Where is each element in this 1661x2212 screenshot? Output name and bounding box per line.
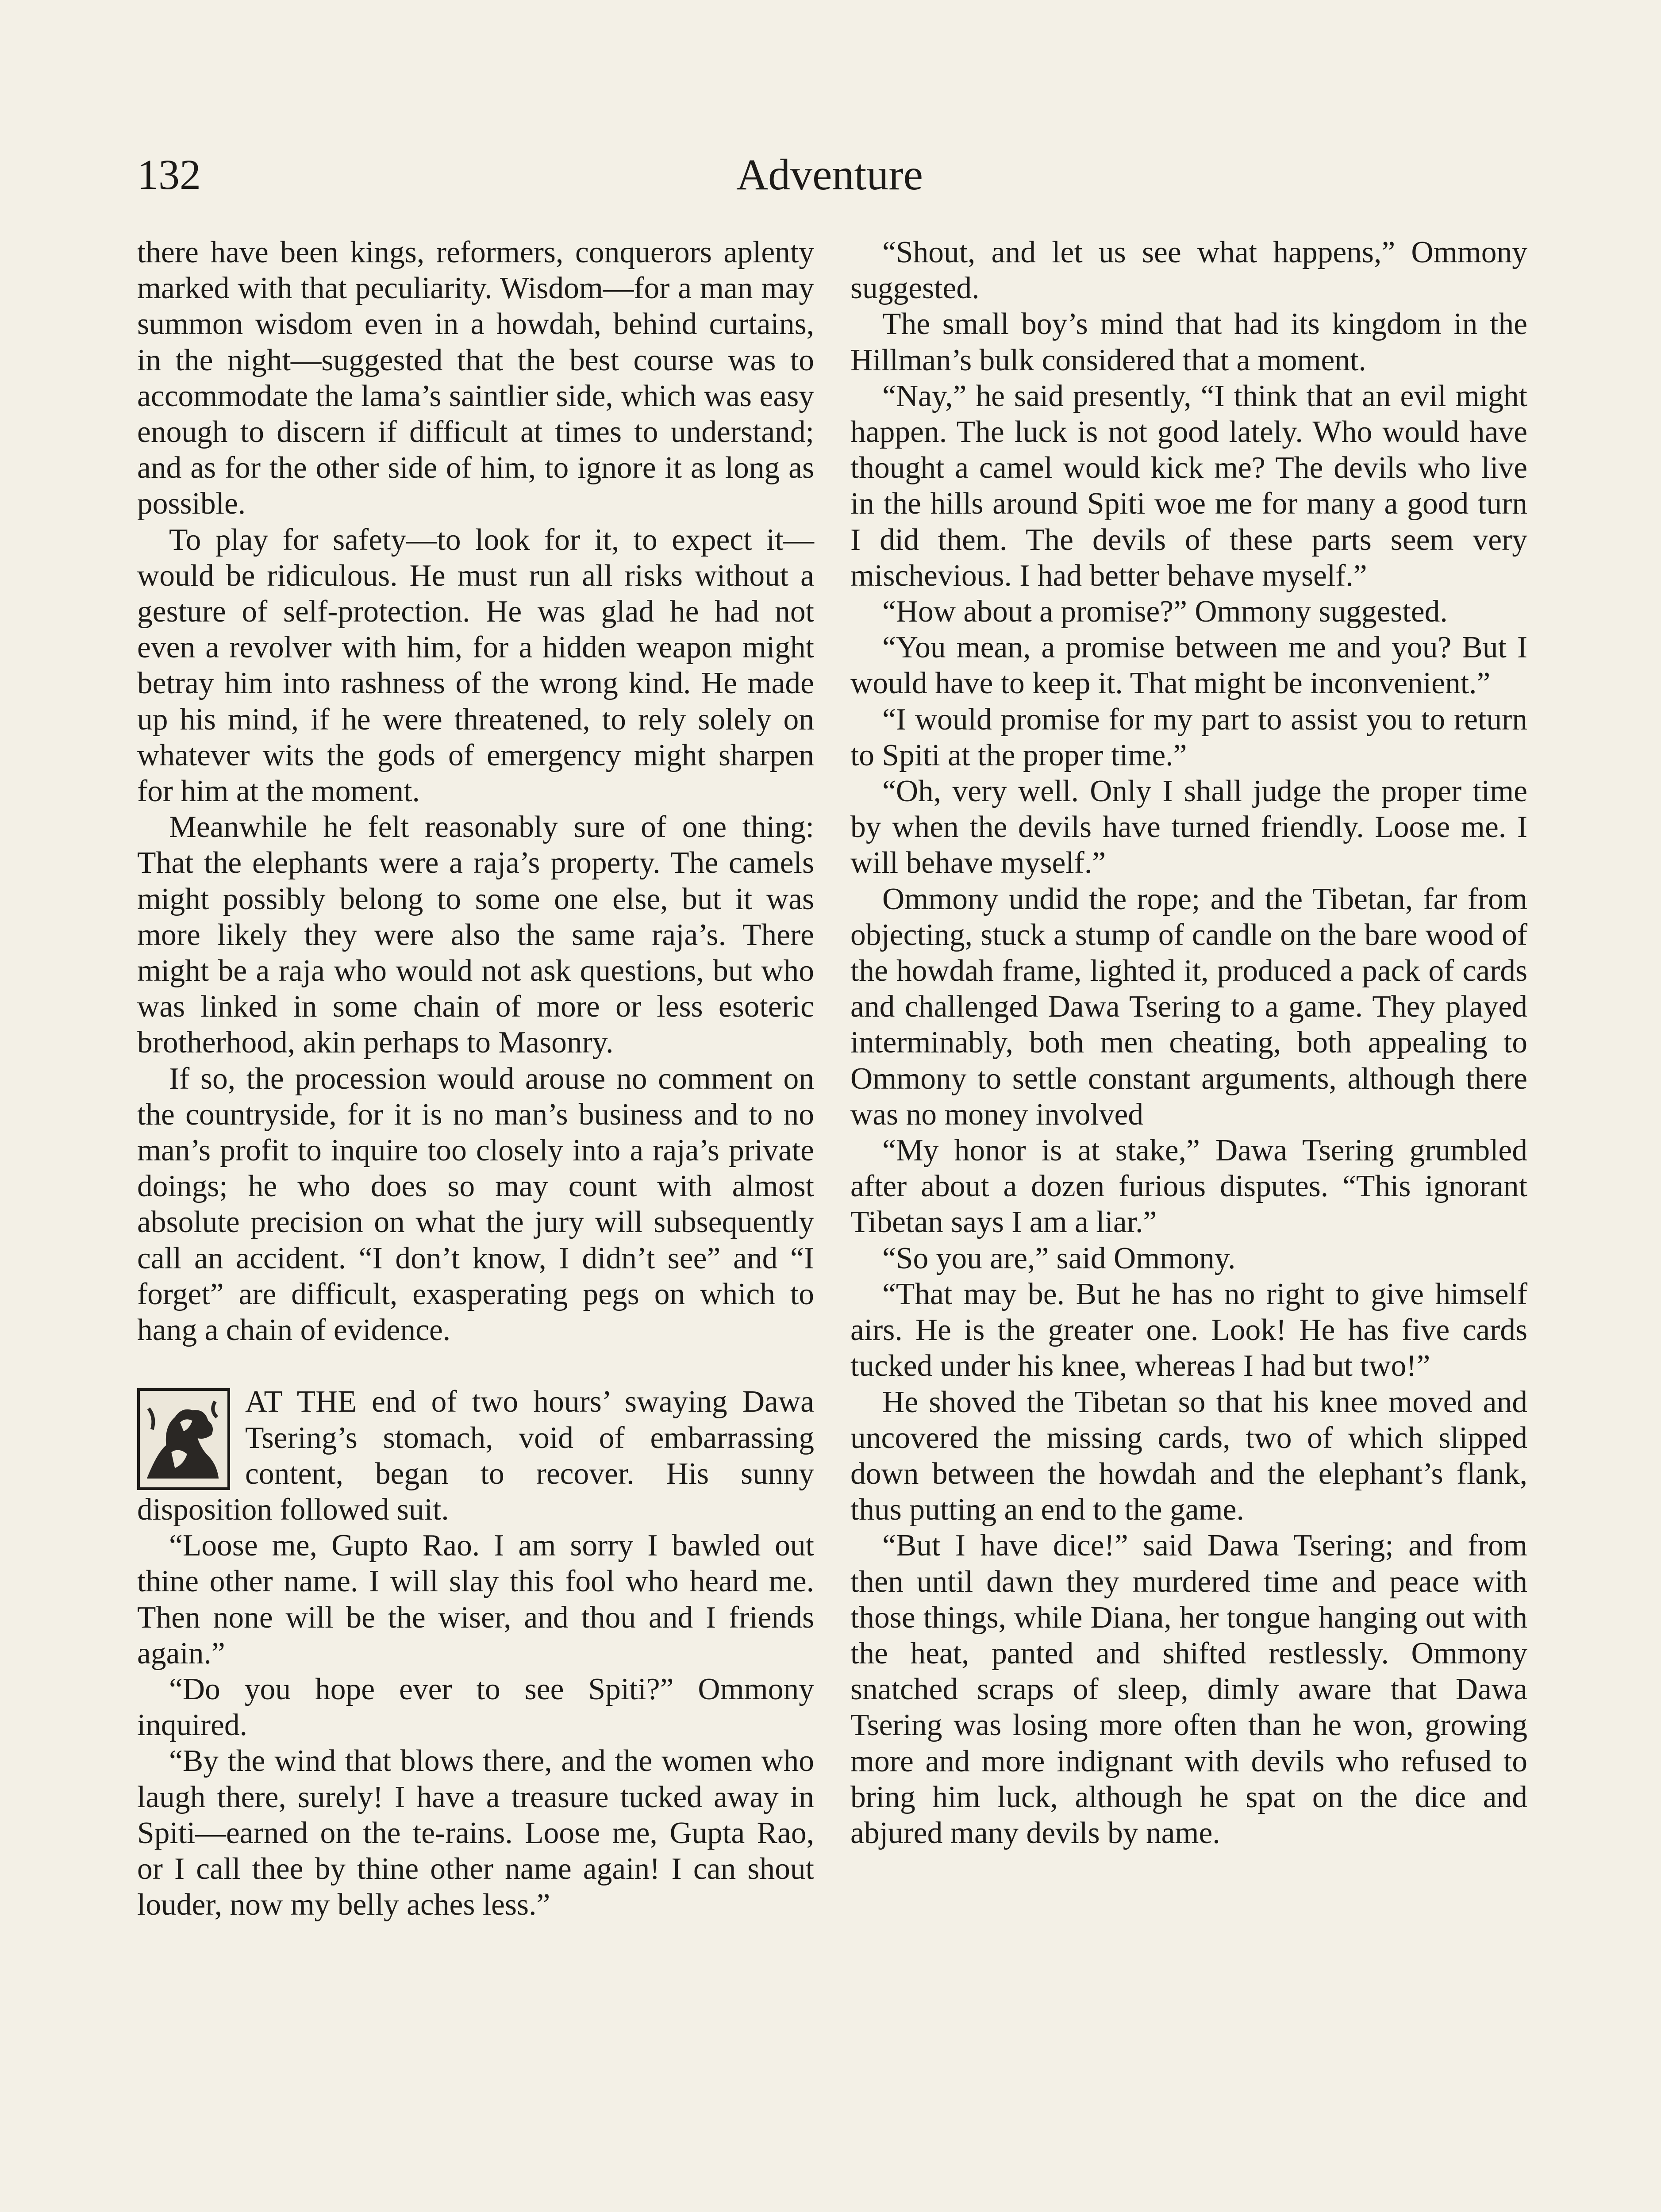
paragraph: “Do you hope ever to see Spiti?” Ommony inquired.	[137, 1672, 814, 1743]
paragraph: He shoved the Tibetan so that his knee moved and uncovered the missing cards, two of which slipped down between the howdah and the elephant’s flank, thus putting an end to the game.	[850, 1385, 1527, 1527]
paragraph: “By the wind that blows there, and the women who laugh there, surely! I have a treasure tucked away in Spiti—earned on the te-rains. Loose me, Gupta Rao, or I call thee by thine other name again! I can shout louder, now my belly aches less.”	[137, 1744, 814, 1922]
paragraph: “How about a promise?” Ommony suggested.	[882, 595, 1448, 629]
paragraph: “My honor is at stake,” Dawa Tsering grumbled after about a dozen furious disputes. “This ignorant Tibetan says I am a liar.”	[850, 1133, 1527, 1240]
paragraph: If so, the procession would arouse no comment on the countryside, for it is no man’s business and to no man’s profit to inquire too closely into a raja’s private doings; he who does so may count with almost absolute precision on what the jury will subsequently call an accident. “I don’t know, I didn’t see” and “I forget” are difficult, exasperating pegs on which to hang a chain of evidence.	[137, 1061, 814, 1348]
paragraph: “Shout, and let us see what happens,” Ommony suggested.	[850, 235, 1527, 306]
paragraph: Meanwhile he felt reasonably sure of one thing: That the elephants were a raja’s property. The camels might possibly belong to some one else, but it was more likely they were also the same raja’s. There might be a raja who would not ask questions, but who was linked in some chain of more or less esoteric brotherhood, akin perhaps to Masonry.	[137, 810, 814, 1060]
paragraph: “Oh, very well. Only I shall judge the proper time by when the devils have turned friendly. Loose me. I will behave myself.”	[850, 774, 1527, 880]
paragraph: “That may be. But he has no right to give himself airs. He is the greater one. Look! He has five cards tucked under his knee, whereas I had but two!”	[850, 1277, 1527, 1383]
right-column	[850, 234, 1527, 1851]
decorative-initial-illustration	[137, 1388, 230, 1490]
paragraph: To play for safety—to look for it, to expect it—would be ridiculous. He must run all risks without a gesture of self-protection. He was glad he had not even a revolver with him, for a hidden weapon might betray him into rashness of the wrong kind. He made up his mind, if he were threatened, to rely solely on whatever wits the gods of emergency might sharpen for him at the moment.	[137, 522, 814, 809]
paragraph: “So you are,” said Ommony.	[882, 1241, 1236, 1275]
paragraph: “I would promise for my part to assist you to return to Spiti at the proper time.”	[850, 702, 1527, 772]
dog-illustration-icon	[140, 1391, 227, 1487]
left-column	[137, 234, 814, 1923]
section-opening-paragraph	[137, 1384, 814, 1528]
page-number: 132	[137, 151, 201, 198]
paragraph: “You mean, a promise between me and you? But I would have to keep it. That might be inconvenient.”	[850, 630, 1527, 701]
paragraph: Ommony undid the rope; and the Tibetan, far from objecting, stuck a stump of candle on the bare wood of the howdah frame, lighted it, produced a pack of cards and challenged Dawa Tsering to a game. They played interminably, both men cheating, both appealing to Ommony to settle constant arguments, although there was no money involved	[850, 882, 1527, 1132]
paragraph: “Loose me, Gupto Rao. I am sorry I bawled out thine other name. I will slay this fool who heard me. Then none will be the wiser, and thou and I friends again.”	[137, 1528, 814, 1671]
paragraph: The small boy’s mind that had its kingdom in the Hillman’s bulk considered that a moment.	[850, 307, 1527, 377]
page-header	[137, 146, 1522, 204]
dropcap-paragraph-text: AT THE end of two hours’ swaying Dawa Tsering’s stomach, void of embarrassing content, began to recover. His sunny disposition followed suit.	[137, 1385, 814, 1527]
paragraph: “But I have dice!” said Dawa Tsering; and from then until dawn they murdered time and peace with those things, while Diana, her tongue hanging out with the heat, panted and shifted restlessly. Ommony snatched scraps of sleep, dimly aware that Dawa Tsering was losing more often than he won, growing more and more indignant with devils who refused to bring him luck, although he spat on the dice and abjured many devils by name.	[850, 1528, 1527, 1850]
paragraph: there have been kings, reformers, conquerors aplenty marked with that peculiarity. Wisdom—for a man may summon wisdom even in a howdah, behind curtains, in the night—suggested that the best course was to accommodate the lama’s saintlier side, which was easy enough to discern if difficult at times to understand; and as for the other side of him, to ignore it as long as possible.	[137, 235, 814, 521]
paragraph: “Nay,” he said presently, “I think that an evil might happen. The luck is not good lately. Who would have thought a camel would kick me? The devils who live in the hills around Spiti woe me for many a good turn I did them. The devils of these parts seem very mischevious. I had better behave myself.”	[850, 379, 1527, 593]
running-title: Adventure	[736, 150, 923, 199]
